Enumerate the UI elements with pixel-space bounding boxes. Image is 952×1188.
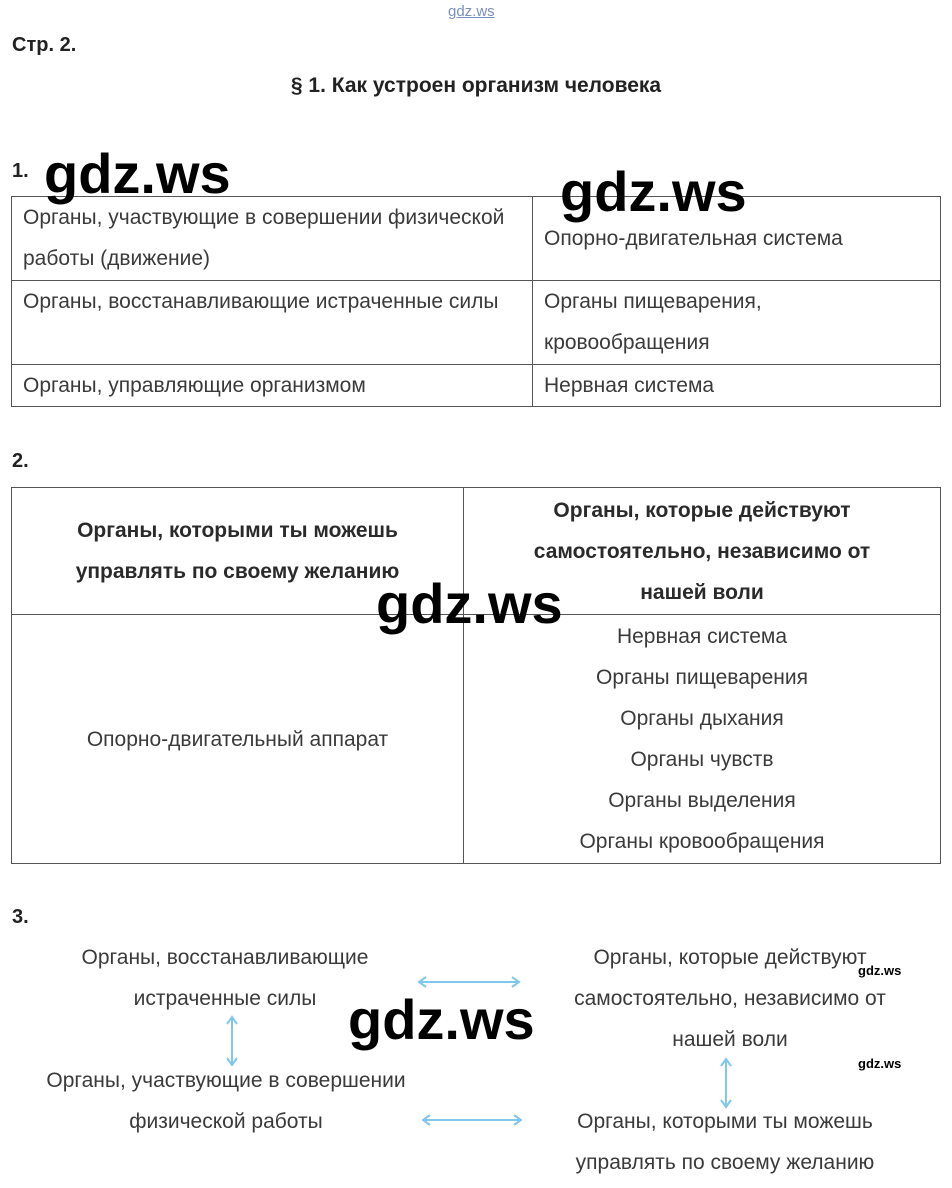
watermark-small: gdz.ws xyxy=(858,1056,902,1071)
page-title: § 1. Как устроен организм человека xyxy=(290,74,662,97)
table-row xyxy=(12,197,941,281)
table-row xyxy=(12,365,941,407)
section-1-number: 1. xyxy=(12,160,29,182)
table-header-cell: Органы, которыми ты можешь управлять по своему желанию xyxy=(12,488,464,615)
list-item: Органы дыхания xyxy=(620,707,784,730)
list-item: Органы чувств xyxy=(630,748,774,771)
list-item: Органы пищеварения xyxy=(596,666,808,689)
table-row xyxy=(12,615,941,864)
scheme-top-right: Органы, которые действуют самостоятельно, независимо от нашей воли xyxy=(574,946,886,1051)
list-item: Нервная система xyxy=(616,625,788,648)
double-arrow-vertical-icon xyxy=(224,1014,240,1068)
table-row xyxy=(12,281,941,365)
list-item: Органы выделения xyxy=(608,789,796,812)
table-cell xyxy=(12,615,464,864)
table-cell: Нервная система xyxy=(533,365,941,407)
table-cell xyxy=(464,615,941,864)
scheme-bottom-left: Органы, участвующие в совершении физической работы xyxy=(46,1069,406,1133)
list-item: Опорно-двигательный аппарат xyxy=(86,727,389,751)
watermark: gdz.ws xyxy=(44,142,231,205)
scheme-top-left: Органы, восстанавливающие истраченные силы xyxy=(81,946,369,1010)
table-cell: Опорно-двигательная система xyxy=(533,197,941,281)
table-cell: Органы пищеварения, кровообращения xyxy=(533,281,941,365)
table-header-cell: Органы, которые действуют самостоятельно, независимо от нашей воли xyxy=(464,488,941,615)
table-cell: Органы, участвующие в совершении физической работы (движение) xyxy=(12,197,533,281)
section-1-table xyxy=(11,196,941,407)
page-label: Стр. 2. xyxy=(12,34,77,56)
section-2-table xyxy=(11,487,941,864)
double-arrow-vertical-icon xyxy=(718,1056,734,1110)
double-arrow-icon xyxy=(420,1112,524,1128)
watermark-small: gdz.ws xyxy=(858,963,902,978)
scheme-bottom-right: Органы, которыми ты можешь управлять по своему желанию xyxy=(575,1110,875,1174)
section-3-number: 3. xyxy=(12,906,29,928)
watermark-top: gdz.ws xyxy=(448,3,495,20)
table-cell: Органы, управляющие организмом xyxy=(12,365,533,407)
watermark: gdz.ws xyxy=(348,988,535,1051)
section-2-number: 2. xyxy=(12,450,29,472)
list-item: Органы кровообращения xyxy=(579,830,825,853)
watermark: gdz.ws xyxy=(376,572,563,635)
table-cell: Органы, восстанавливающие истраченные силы xyxy=(12,281,533,365)
watermark: gdz.ws xyxy=(560,160,747,223)
